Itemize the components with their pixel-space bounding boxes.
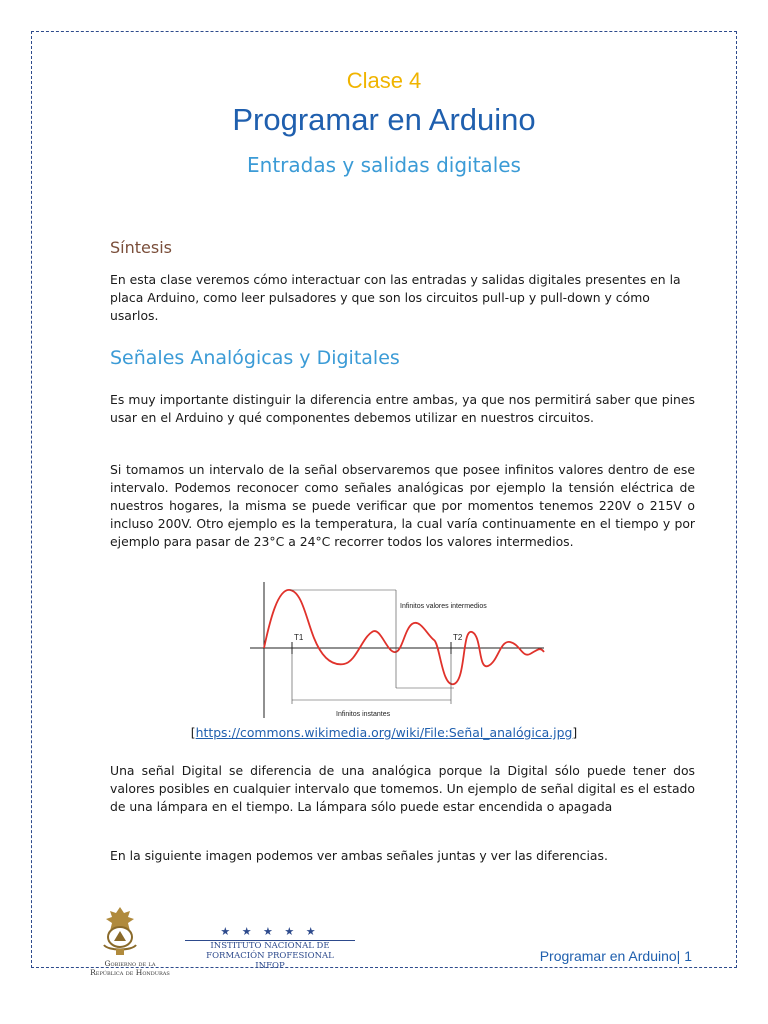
caption-close-bracket: ] bbox=[572, 725, 578, 740]
infop-logo bbox=[185, 925, 355, 975]
infop-stars-icon: ★ ★ ★ ★ ★ bbox=[220, 925, 320, 938]
government-logo bbox=[80, 905, 180, 983]
analog-signal-figure bbox=[244, 580, 554, 720]
sintesis-text: En esta clase veremos cómo interactuar con las entradas y salidas digitales presentes en la placa Arduino, como leer pulsadores y que son los circuitos pull-up y pull-down y cómo usarlos. bbox=[110, 272, 681, 323]
senales-paragraph-1: Es muy importante distinguir la diferencia entre ambas, ya que nos permitirá saber que pines usar en el Arduino y qué componentes debemos utilizar en nuestros circuitos. bbox=[110, 392, 695, 425]
gov-line-2: República de Honduras bbox=[90, 968, 170, 977]
infop-line-1: INSTITUTO NACIONAL DE bbox=[210, 941, 330, 951]
infop-line-3: INFOP bbox=[255, 961, 285, 971]
label-t1: T1 bbox=[294, 633, 304, 642]
footer-page-label: Programar en Arduino| 1 bbox=[539, 948, 692, 964]
page-title: Programar en Arduino bbox=[232, 102, 536, 137]
senales-paragraph-3: Una señal Digital se diferencia de una analógica porque la Digital sólo puede tener dos valores posibles en cualquier intervalo que tomemos. Un ejemplo de señal digital es el estado de una lámpara en el tiempo. La lámpara sólo puede estar encendida o apagada bbox=[110, 763, 695, 814]
label-t2: T2 bbox=[453, 633, 463, 642]
senales-paragraph-2: Si tomamos un intervalo de la señal observaremos que posee infinitos valores dentro de ese intervalo. Podemos reconocer como señales analógicas por ejemplo la tensión eléctrica de nuestros hogares, la misma se puede verificar que por momentos tenemos 220V o 215V o incluso 200V. Otro ejemplo es la temperatura, la cual varía continuamente en el tiempo y por ejemplo para pasar de 23°C a 24°C recorrer todos los valores intermedios. bbox=[110, 462, 695, 549]
gov-line-1: Gobierno de la bbox=[104, 959, 156, 968]
page-subtitle: Entradas y salidas digitales bbox=[247, 153, 521, 177]
senales-heading: Señales Analógicas y Digitales bbox=[110, 347, 400, 369]
label-values: Infinitos valores intermedios bbox=[400, 603, 487, 610]
government-logo-text bbox=[80, 959, 180, 977]
source-link[interactable]: https://commons.wikimedia.org/wiki/File:Señal_analógica.jpg bbox=[195, 725, 573, 740]
label-instants: Infinitos instantes bbox=[336, 711, 391, 718]
class-number: Clase 4 bbox=[346, 68, 422, 93]
caption-open-bracket: [ bbox=[190, 725, 196, 740]
figure-caption bbox=[0, 725, 768, 740]
senales-paragraph-4: En la siguiente imagen podemos ver ambas señales juntas y ver las diferencias. bbox=[110, 848, 608, 863]
sintesis-heading: Síntesis bbox=[110, 238, 172, 257]
infop-logo-text bbox=[185, 941, 355, 971]
honduras-emblem-icon bbox=[100, 905, 140, 957]
infop-line-2: FORMACIÓN PROFESIONAL bbox=[206, 951, 334, 961]
